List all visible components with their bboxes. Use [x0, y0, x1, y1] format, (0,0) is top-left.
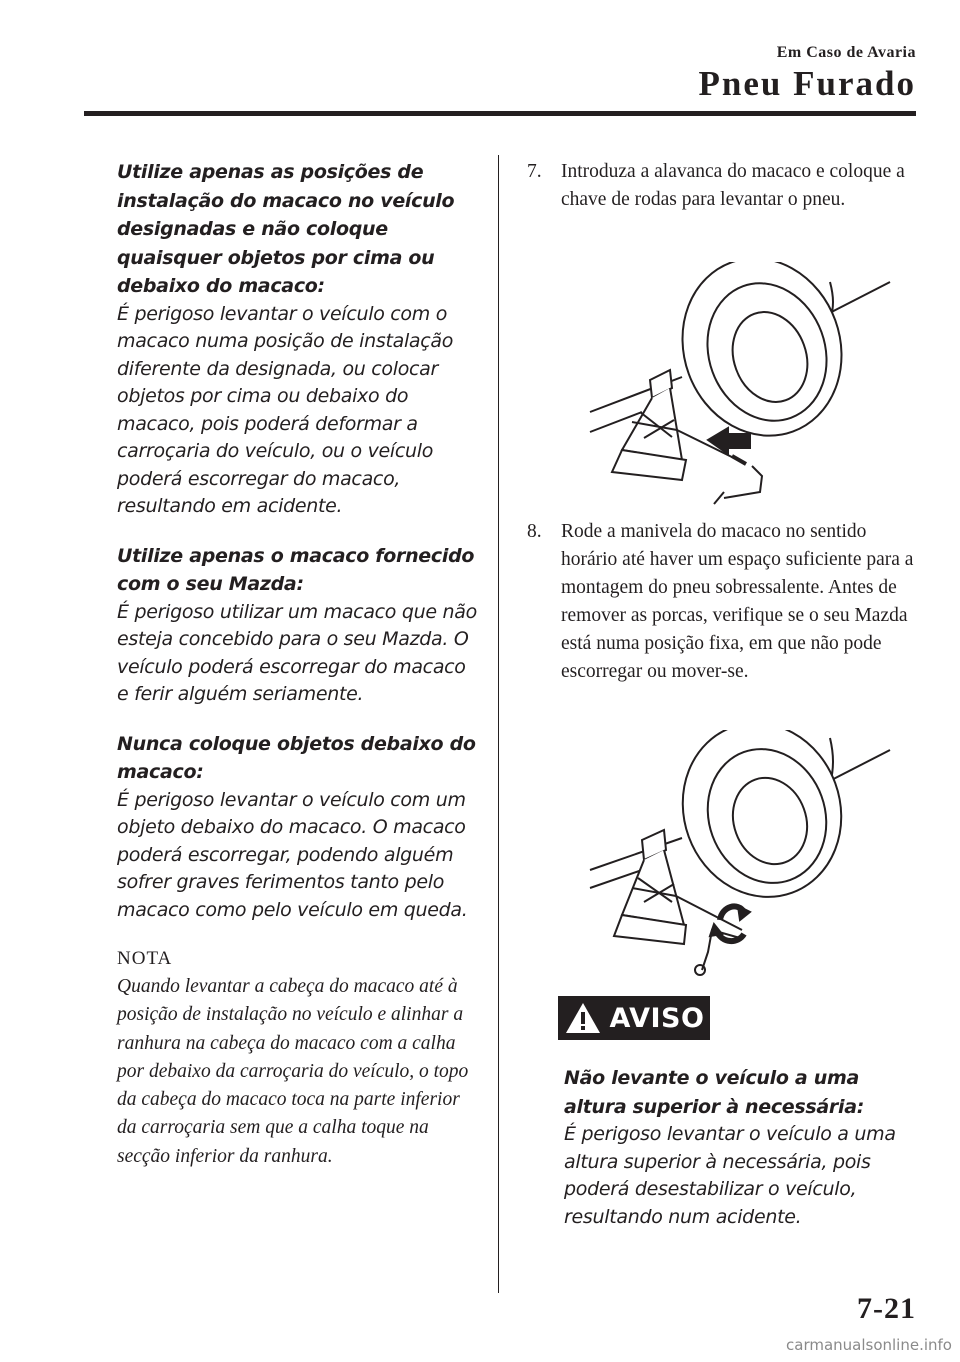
- note-heading: NOTA: [117, 948, 173, 969]
- header-rule: [84, 111, 916, 116]
- step-text: Introduza a alavanca do macaco e coloque a chave de rodas para levantar o pneu.: [561, 161, 905, 210]
- warning-heading: Utilize apenas o macaco fornecido com o seu Mazda:: [117, 544, 475, 595]
- column-divider: [498, 155, 499, 1293]
- warning-heading: Nunca coloque objetos debaixo do macaco:: [117, 732, 476, 783]
- step-7: [527, 158, 917, 214]
- page-title: Pneu Furado: [698, 64, 916, 103]
- warning-label: AVISO: [609, 1002, 705, 1034]
- right-column: [527, 158, 917, 214]
- step-number: 7.: [527, 161, 542, 182]
- step-8: [527, 518, 917, 686]
- left-column: [117, 158, 477, 1171]
- warning-item: [117, 730, 477, 925]
- warning-heading: Não levante o veículo a uma altura superior à necessária:: [564, 1067, 865, 1118]
- warning-text: [564, 1064, 904, 1231]
- warning-label-box: [558, 996, 710, 1040]
- step-text: Rode a manivela do macaco no sentido horário até haver um espaço suficiente para a montagem do pneu sobressalente. Antes de remover as porcas, verifique se o seu Mazda está numa posição fixa, em que não pode escorregar ou mover-se.: [561, 521, 914, 682]
- warning-body: É perigoso levantar o veículo a uma altura superior à necessária, pois poderá desestabilizar o veículo, resultando num acidente.: [564, 1123, 896, 1228]
- jack-crank-illustration: [582, 730, 902, 980]
- warning-heading: Utilize apenas as posições de instalação do macaco no veículo designadas e não coloque quaisquer objetos por cima ou debaixo do macaco:: [117, 161, 455, 297]
- warning-body: É perigoso levantar o veículo com um objeto debaixo do macaco. O macaco poderá escorregar, podendo alguém sofrer graves ferimentos tanto pelo macaco como pelo veículo em queda.: [117, 788, 468, 921]
- step-number: 8.: [527, 521, 542, 542]
- page-number: 7-21: [857, 1292, 916, 1325]
- note-body: Quando levantar a cabeça do macaco até à posição de instalação no veículo e alinhar a ranhura na cabeça do macaco com a calha por debaixo da carroçaria do veículo, o topo da cabeça do macaco toca na parte inferior da carroçaria sem que a calha toque na secção inferior da ranhura.: [117, 976, 469, 1167]
- warning-body: É perigoso utilizar um macaco que não esteja concebido para o seu Mazda. O veículo poderá escorregar do macaco e ferir alguém seriamente.: [117, 600, 477, 705]
- warning-body: É perigoso levantar o veículo com o macaco numa posição de instalação diferente da designada, ou colocar objetos por cima ou debaixo do macaco, pois poderá deformar a carroçaria do veículo, ou o veículo poderá escorregar do macaco, resultando em acidente.: [117, 302, 454, 517]
- exclamation-triangle-icon: [564, 1001, 602, 1035]
- right-column-step-8: [527, 518, 917, 686]
- warning-item: [117, 158, 477, 521]
- jack-lever-illustration: [582, 262, 902, 510]
- section-title: Em Caso de Avaria: [776, 44, 916, 61]
- warning-item: [117, 542, 477, 709]
- watermark: carmanualsonline.info: [786, 1336, 952, 1354]
